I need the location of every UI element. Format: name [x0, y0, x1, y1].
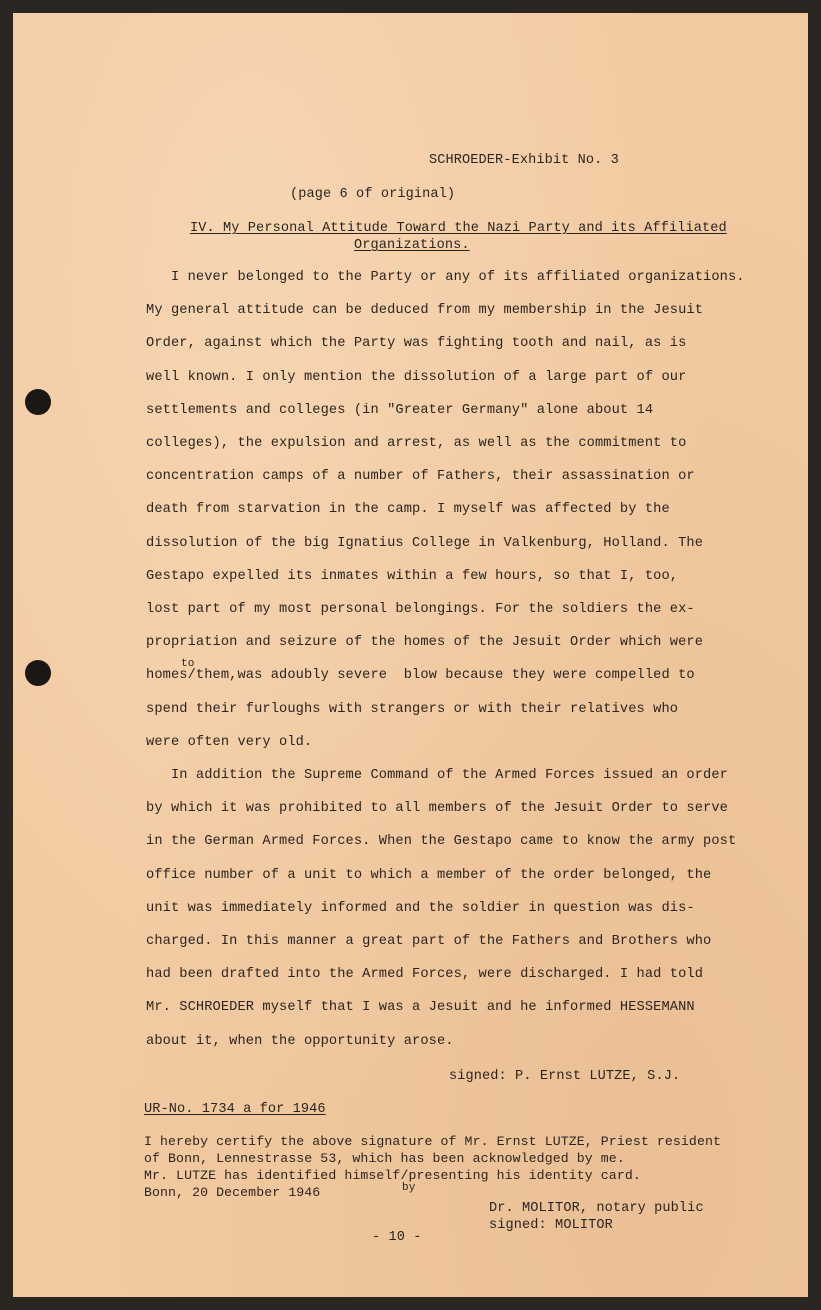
body-line: had been drafted into the Armed Forces, were discharged. I had told: [146, 967, 704, 983]
body-line: about it, when the opportunity arose.: [146, 1033, 454, 1049]
punch-hole: [25, 389, 51, 415]
punch-hole: [25, 660, 51, 686]
body-line: charged. In this manner a great part of the Fathers and Brothers who: [146, 934, 712, 949]
notary-line: of Bonn, Lennestrasse 53, which has been acknowledged by me.: [144, 1151, 625, 1166]
body-line: I never belonged to the Party or any of its affiliated organizations.: [146, 270, 745, 285]
body-line: Gestapo expelled its inmates within a few hours, so that I, too,: [146, 568, 679, 584]
body-line: unit was immediately informed and the soldier in question was dis-: [146, 900, 695, 916]
body-line: lost part of my most personal belongings. For the soldiers the ex-: [146, 602, 695, 617]
body-line: homes/them,was adoubly severe blow because they were compelled to: [146, 668, 695, 684]
body-line: dissolution of the big Ignatius College in Valkenburg, Holland. The: [146, 535, 704, 551]
body-line: colleges), the expulsion and arrest, as well as the commitment to: [146, 436, 687, 451]
body-line: well known. I only mention the dissolution of a large part of our: [146, 369, 687, 385]
body-line: Order, against which the Party was fighting tooth and nail, as is: [146, 336, 687, 352]
section-title: IV. My Personal Attitude Toward the Nazi Party and its Affiliated: [190, 221, 727, 236]
page-number: - 10 -: [372, 1230, 422, 1245]
body-line: Mr. SCHROEDER myself that I was a Jesuit and he informed HESSEMANN: [146, 1000, 695, 1016]
body-line: office number of a unit to which a member of the order belonged, the: [146, 867, 712, 883]
signature-line: signed: P. Ernst LUTZE, S.J.: [449, 1069, 681, 1084]
body-line: by which it was prohibited to all members of the Jesuit Order to serve: [146, 801, 728, 817]
body-line: in the German Armed Forces. When the Gestapo came to know the army post: [146, 834, 737, 850]
handwritten-insert: to: [181, 658, 195, 670]
page-reference: (page 6 of original): [290, 187, 456, 202]
document-page: [13, 13, 808, 1297]
body-line: In addition the Supreme Command of the Armed Forces issued an order: [146, 768, 728, 783]
handwritten-insert-by: by: [402, 1182, 416, 1194]
notary-name: Dr. MOLITOR, notary public: [489, 1201, 704, 1216]
body-line: My general attitude can be deduced from my membership in the Jesuit: [146, 303, 704, 319]
body-line: spend their furloughs with strangers or with their relatives who: [146, 701, 679, 717]
notary-signature: signed: MOLITOR: [489, 1218, 613, 1233]
body-line: death from starvation in the camp. I myself was affected by the: [146, 502, 670, 518]
body-line: were often very old.: [146, 734, 313, 750]
notary-line: I hereby certify the above signature of Mr. Ernst LUTZE, Priest resident: [144, 1134, 721, 1149]
notary-reference: UR-No. 1734 a for 1946: [144, 1102, 326, 1117]
section-title-continued: Organizations.: [354, 238, 470, 253]
notary-line: Bonn, 20 December 1946: [144, 1185, 321, 1200]
body-line: propriation and seizure of the homes of the Jesuit Order which were: [146, 635, 704, 651]
notary-line: Mr. LUTZE has identified himself/presenting his identity card.: [144, 1168, 641, 1183]
body-line: concentration camps of a number of Fathers, their assassination or: [146, 469, 695, 485]
exhibit-label: SCHROEDER-Exhibit No. 3: [429, 153, 619, 168]
body-line: settlements and colleges (in "Greater Germany" alone about 14: [146, 402, 654, 418]
